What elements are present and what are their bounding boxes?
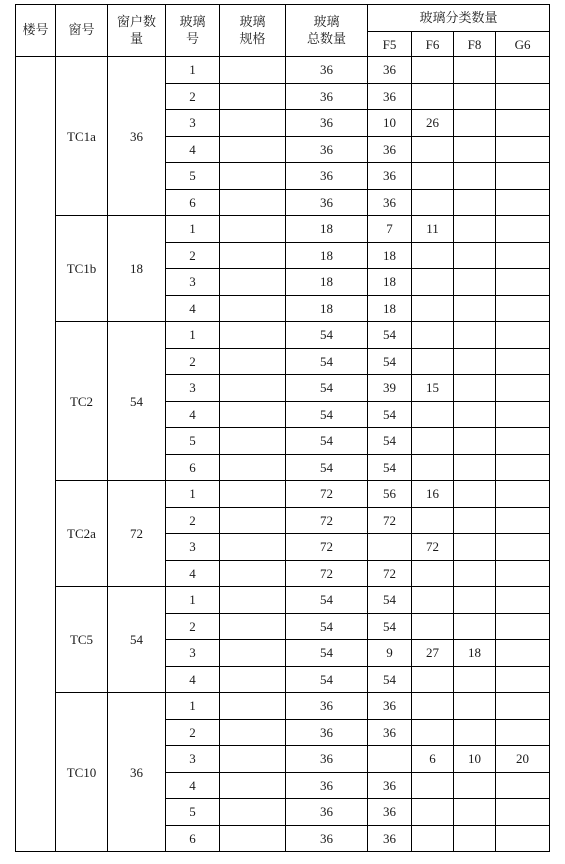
category-f8-cell: 18: [454, 640, 496, 667]
category-g6-cell: [496, 825, 550, 852]
glass-no-cell: 1: [166, 587, 220, 614]
category-g6-cell: [496, 772, 550, 799]
header-glass-total-line2: 总数量: [306, 31, 346, 47]
glass-no-cell: 4: [166, 666, 220, 693]
window-cell: TC10: [56, 693, 108, 852]
category-f5-cell: 36: [368, 825, 412, 852]
category-f8-cell: [454, 136, 496, 163]
category-f6-cell: [412, 295, 454, 322]
glass-no-cell: 4: [166, 401, 220, 428]
category-f8-cell: [454, 57, 496, 84]
category-f8-cell: [454, 719, 496, 746]
window-cell: TC1a: [56, 57, 108, 216]
window-cell: TC2a: [56, 481, 108, 587]
window-count-cell: 72: [108, 481, 166, 587]
glass-spec-cell: [220, 507, 286, 534]
category-f8-cell: [454, 454, 496, 481]
category-f8-cell: [454, 242, 496, 269]
category-f6-cell: 6: [412, 746, 454, 773]
glass-no-cell: 2: [166, 507, 220, 534]
category-f6-cell: [412, 666, 454, 693]
glass-total-cell: 72: [286, 534, 368, 561]
glass-spec-cell: [220, 216, 286, 243]
glass-spec-cell: [220, 242, 286, 269]
category-f5-cell: 36: [368, 693, 412, 720]
category-f6-cell: [412, 57, 454, 84]
building-cell: [16, 57, 56, 852]
category-f5-cell: 56: [368, 481, 412, 508]
category-f5-cell: 36: [368, 163, 412, 190]
glass-spec-cell: [220, 587, 286, 614]
category-g6-cell: 20: [496, 746, 550, 773]
category-f5-cell: 72: [368, 560, 412, 587]
category-f6-cell: [412, 348, 454, 375]
glass-no-cell: 2: [166, 719, 220, 746]
header-glass-total-line1: 玻璃: [313, 14, 340, 30]
glass-spec-cell: [220, 560, 286, 587]
glass-spec-cell: [220, 322, 286, 349]
category-f5-cell: 36: [368, 136, 412, 163]
category-f8-cell: [454, 189, 496, 216]
glass-spec-cell: [220, 375, 286, 402]
category-g6-cell: [496, 481, 550, 508]
header-glass-category: 玻璃分类数量: [368, 5, 550, 32]
glass-spec-cell: [220, 110, 286, 137]
header-category-f6: F6: [412, 32, 454, 57]
glass-no-cell: 1: [166, 216, 220, 243]
glass-total-cell: 72: [286, 481, 368, 508]
category-f8-cell: [454, 613, 496, 640]
glass-no-cell: 5: [166, 163, 220, 190]
header-category-f5: F5: [368, 32, 412, 57]
header-glass-total: [286, 5, 368, 57]
glass-total-cell: 36: [286, 110, 368, 137]
glass-no-cell: 3: [166, 534, 220, 561]
header-window-count: [108, 5, 166, 57]
table-row: [16, 57, 550, 84]
category-f6-cell: [412, 507, 454, 534]
category-f8-cell: [454, 799, 496, 826]
category-f8-cell: [454, 534, 496, 561]
header-category-g6: G6: [496, 32, 550, 57]
category-f6-cell: [412, 454, 454, 481]
glass-spec-cell: [220, 825, 286, 852]
table-row: [16, 481, 550, 508]
glass-total-cell: 72: [286, 507, 368, 534]
glass-total-cell: 36: [286, 719, 368, 746]
category-g6-cell: [496, 719, 550, 746]
glass-spec-cell: [220, 613, 286, 640]
category-f8-cell: [454, 269, 496, 296]
glass-spec-cell: [220, 189, 286, 216]
category-f5-cell: [368, 534, 412, 561]
glass-no-cell: 3: [166, 375, 220, 402]
category-g6-cell: [496, 587, 550, 614]
glass-total-cell: 36: [286, 693, 368, 720]
table-row: [16, 216, 550, 243]
category-f8-cell: [454, 375, 496, 402]
glass-spec-cell: [220, 799, 286, 826]
category-f5-cell: 54: [368, 587, 412, 614]
glass-schedule-sheet: [15, 4, 550, 852]
category-f8-cell: [454, 295, 496, 322]
glass-total-cell: 54: [286, 322, 368, 349]
category-f6-cell: [412, 428, 454, 455]
glass-total-cell: 36: [286, 189, 368, 216]
glass-spec-cell: [220, 481, 286, 508]
window-count-cell: 36: [108, 693, 166, 852]
category-f6-cell: [412, 242, 454, 269]
category-f6-cell: [412, 189, 454, 216]
category-f8-cell: [454, 163, 496, 190]
category-f6-cell: 15: [412, 375, 454, 402]
category-f6-cell: [412, 401, 454, 428]
header-glass-no-line2: 号: [185, 31, 199, 47]
category-f6-cell: 11: [412, 216, 454, 243]
header-category-f8: F8: [454, 32, 496, 57]
glass-no-cell: 1: [166, 322, 220, 349]
category-f8-cell: [454, 560, 496, 587]
header-glass-spec-line1: 玻璃: [239, 14, 266, 30]
header-window-count-line1: 窗户数: [116, 14, 156, 30]
category-g6-cell: [496, 216, 550, 243]
category-g6-cell: [496, 348, 550, 375]
glass-no-cell: 2: [166, 613, 220, 640]
category-f5-cell: 54: [368, 401, 412, 428]
table-header: [16, 5, 550, 57]
category-f5-cell: 36: [368, 799, 412, 826]
window-count-cell: 54: [108, 322, 166, 481]
category-g6-cell: [496, 666, 550, 693]
glass-no-cell: 2: [166, 348, 220, 375]
category-f8-cell: [454, 428, 496, 455]
glass-no-cell: 4: [166, 560, 220, 587]
category-f5-cell: 72: [368, 507, 412, 534]
glass-no-cell: 5: [166, 428, 220, 455]
category-f5-cell: 54: [368, 348, 412, 375]
category-f5-cell: 36: [368, 57, 412, 84]
category-g6-cell: [496, 534, 550, 561]
glass-total-cell: 36: [286, 57, 368, 84]
glass-no-cell: 5: [166, 799, 220, 826]
category-f6-cell: [412, 83, 454, 110]
category-g6-cell: [496, 454, 550, 481]
glass-spec-cell: [220, 428, 286, 455]
glass-total-cell: 54: [286, 428, 368, 455]
glass-no-cell: 3: [166, 640, 220, 667]
header-glass-no-line1: 玻璃: [179, 14, 206, 30]
category-f5-cell: 54: [368, 322, 412, 349]
glass-total-cell: 36: [286, 136, 368, 163]
category-g6-cell: [496, 269, 550, 296]
category-g6-cell: [496, 57, 550, 84]
glass-spec-cell: [220, 295, 286, 322]
glass-no-cell: 2: [166, 83, 220, 110]
category-f5-cell: 39: [368, 375, 412, 402]
category-f5-cell: 54: [368, 666, 412, 693]
glass-total-cell: 54: [286, 401, 368, 428]
category-g6-cell: [496, 401, 550, 428]
category-f6-cell: [412, 560, 454, 587]
glass-no-cell: 6: [166, 825, 220, 852]
table-row: [16, 587, 550, 614]
category-f8-cell: 10: [454, 746, 496, 773]
table-row: [16, 693, 550, 720]
glass-spec-cell: [220, 666, 286, 693]
window-cell: TC2: [56, 322, 108, 481]
glass-total-cell: 54: [286, 613, 368, 640]
glass-total-cell: 18: [286, 242, 368, 269]
window-cell: TC5: [56, 587, 108, 693]
glass-no-cell: 3: [166, 110, 220, 137]
header-window-count-line2: 量: [129, 31, 143, 47]
glass-spec-cell: [220, 454, 286, 481]
category-g6-cell: [496, 560, 550, 587]
category-f6-cell: [412, 269, 454, 296]
table-row: [16, 322, 550, 349]
category-f5-cell: 36: [368, 189, 412, 216]
glass-no-cell: 4: [166, 772, 220, 799]
glass-total-cell: 54: [286, 348, 368, 375]
category-f8-cell: [454, 110, 496, 137]
category-f8-cell: [454, 507, 496, 534]
category-f5-cell: 18: [368, 269, 412, 296]
category-g6-cell: [496, 242, 550, 269]
glass-spec-cell: [220, 136, 286, 163]
glass-spec-cell: [220, 640, 286, 667]
glass-schedule-table: [15, 4, 550, 852]
category-f6-cell: [412, 719, 454, 746]
category-g6-cell: [496, 507, 550, 534]
category-f8-cell: [454, 348, 496, 375]
glass-spec-cell: [220, 348, 286, 375]
category-f5-cell: 54: [368, 454, 412, 481]
category-f5-cell: [368, 746, 412, 773]
header-glass-no: [166, 5, 220, 57]
category-g6-cell: [496, 428, 550, 455]
table-body: [16, 57, 550, 852]
glass-spec-cell: [220, 163, 286, 190]
category-g6-cell: [496, 640, 550, 667]
category-f6-cell: [412, 613, 454, 640]
glass-spec-cell: [220, 746, 286, 773]
category-f5-cell: 18: [368, 242, 412, 269]
glass-no-cell: 6: [166, 454, 220, 481]
glass-spec-cell: [220, 269, 286, 296]
category-g6-cell: [496, 799, 550, 826]
glass-total-cell: 36: [286, 746, 368, 773]
category-f8-cell: [454, 322, 496, 349]
category-g6-cell: [496, 163, 550, 190]
category-f5-cell: 7: [368, 216, 412, 243]
glass-no-cell: 4: [166, 295, 220, 322]
category-f6-cell: [412, 136, 454, 163]
glass-total-cell: 54: [286, 640, 368, 667]
glass-total-cell: 36: [286, 799, 368, 826]
header-glass-spec-line2: 规格: [239, 31, 266, 47]
glass-no-cell: 1: [166, 481, 220, 508]
glass-total-cell: 36: [286, 772, 368, 799]
window-count-cell: 36: [108, 57, 166, 216]
category-f5-cell: 36: [368, 772, 412, 799]
glass-no-cell: 3: [166, 746, 220, 773]
category-f5-cell: 10: [368, 110, 412, 137]
glass-total-cell: 54: [286, 375, 368, 402]
category-f6-cell: [412, 799, 454, 826]
category-f8-cell: [454, 825, 496, 852]
category-f6-cell: 27: [412, 640, 454, 667]
category-f6-cell: [412, 693, 454, 720]
category-f5-cell: 54: [368, 613, 412, 640]
category-g6-cell: [496, 83, 550, 110]
category-g6-cell: [496, 295, 550, 322]
glass-total-cell: 18: [286, 295, 368, 322]
glass-spec-cell: [220, 83, 286, 110]
glass-spec-cell: [220, 534, 286, 561]
glass-total-cell: 36: [286, 163, 368, 190]
window-count-cell: 54: [108, 587, 166, 693]
category-g6-cell: [496, 322, 550, 349]
category-f6-cell: [412, 322, 454, 349]
glass-total-cell: 54: [286, 587, 368, 614]
glass-total-cell: 54: [286, 454, 368, 481]
glass-total-cell: 36: [286, 825, 368, 852]
window-cell: TC1b: [56, 216, 108, 322]
category-f8-cell: [454, 666, 496, 693]
category-f6-cell: 26: [412, 110, 454, 137]
category-f6-cell: [412, 163, 454, 190]
glass-spec-cell: [220, 693, 286, 720]
category-f8-cell: [454, 481, 496, 508]
glass-spec-cell: [220, 719, 286, 746]
category-g6-cell: [496, 693, 550, 720]
header-window: 窗号: [56, 5, 108, 57]
glass-spec-cell: [220, 772, 286, 799]
category-f5-cell: 18: [368, 295, 412, 322]
category-f8-cell: [454, 772, 496, 799]
category-f8-cell: [454, 401, 496, 428]
category-f8-cell: [454, 693, 496, 720]
glass-total-cell: 54: [286, 666, 368, 693]
glass-no-cell: 1: [166, 57, 220, 84]
category-g6-cell: [496, 375, 550, 402]
glass-no-cell: 6: [166, 189, 220, 216]
glass-total-cell: 18: [286, 269, 368, 296]
glass-spec-cell: [220, 57, 286, 84]
glass-total-cell: 18: [286, 216, 368, 243]
glass-no-cell: 4: [166, 136, 220, 163]
glass-total-cell: 72: [286, 560, 368, 587]
category-f8-cell: [454, 216, 496, 243]
glass-no-cell: 2: [166, 242, 220, 269]
window-count-cell: 18: [108, 216, 166, 322]
glass-no-cell: 1: [166, 693, 220, 720]
category-f5-cell: 36: [368, 719, 412, 746]
header-glass-spec: [220, 5, 286, 57]
category-f6-cell: 16: [412, 481, 454, 508]
category-f6-cell: [412, 587, 454, 614]
category-f6-cell: 72: [412, 534, 454, 561]
header-building: 楼号: [16, 5, 56, 57]
category-f5-cell: 54: [368, 428, 412, 455]
category-g6-cell: [496, 136, 550, 163]
category-f5-cell: 9: [368, 640, 412, 667]
glass-spec-cell: [220, 401, 286, 428]
category-g6-cell: [496, 189, 550, 216]
glass-total-cell: 36: [286, 83, 368, 110]
category-f6-cell: [412, 772, 454, 799]
category-g6-cell: [496, 613, 550, 640]
category-f8-cell: [454, 587, 496, 614]
category-f8-cell: [454, 83, 496, 110]
category-g6-cell: [496, 110, 550, 137]
category-f5-cell: 36: [368, 83, 412, 110]
category-f6-cell: [412, 825, 454, 852]
glass-no-cell: 3: [166, 269, 220, 296]
